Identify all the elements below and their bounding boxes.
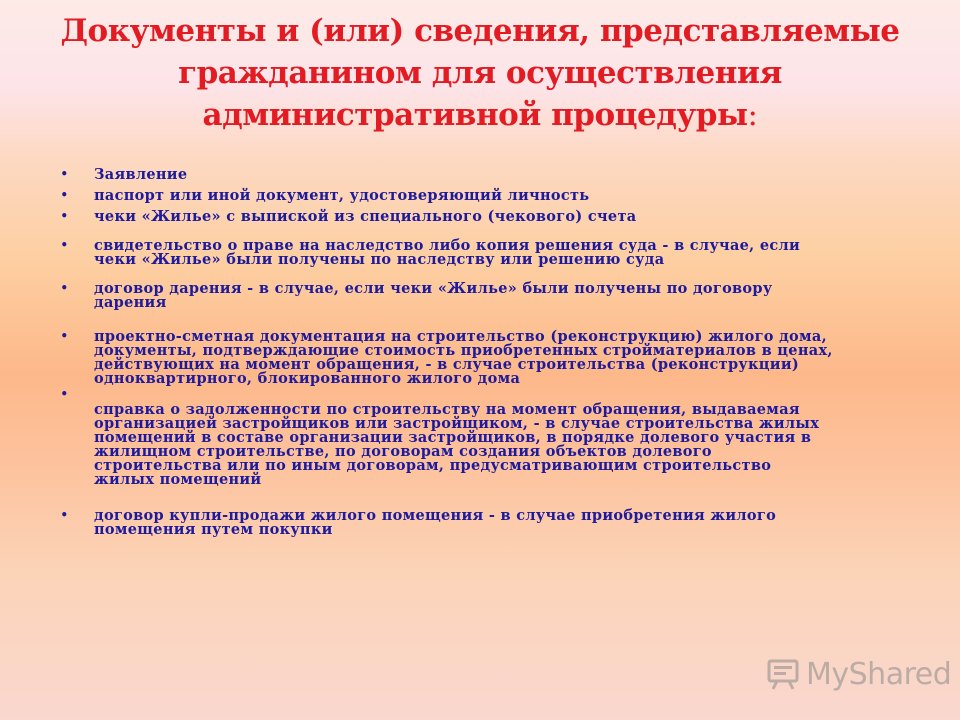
bullet-text-line: помещений в составе организации застройщиков, в порядке долевого участия в: [94, 429, 812, 446]
bullet-text-line: организацией застройщиков или застройщиком, - в случае строительства жилых: [94, 415, 820, 432]
bullet-text-line: документы, подтверждающие стоимость приобретенных стройматериалов в ценах,: [94, 342, 833, 359]
bullet-item-empty: [56, 388, 916, 402]
bullet-text-line: проектно-сметная документация на строительство (реконструкцию) жилого дома,: [94, 328, 827, 345]
myshared-logo[interactable]: [766, 656, 951, 692]
bullet-item: [56, 210, 916, 224]
bullet-item: [56, 330, 916, 386]
title-line-3-text: административной процедуры: [202, 97, 748, 133]
bullet-marker: •: [60, 167, 69, 183]
bullet-item: [56, 168, 916, 182]
bullet-item: [56, 403, 916, 487]
bullet-text-line: свидетельство о праве на наследство либо копия решения суда - в случае, если: [94, 237, 801, 254]
bullet-text-line: жилищном строительстве, по договорам создания объектов долевого: [94, 443, 712, 460]
presentation-board-icon: [766, 657, 800, 691]
bullet-text-line: действующих на момент обращения, - в случае строительства (реконструкции): [94, 356, 800, 373]
bullet-marker: •: [60, 387, 69, 403]
bullet-text-line: строительства или по иным договорам, предусматривающим строительство: [94, 457, 772, 474]
bullet-marker: •: [60, 281, 69, 297]
title-line-2: гражданином для осуществления: [178, 55, 782, 91]
bullet-list: [56, 168, 916, 537]
bullet-item: [56, 239, 916, 267]
slide-title: [40, 10, 920, 136]
bullet-text: чеки «Жилье» с выпиской из специального (чекового) счета: [94, 208, 637, 225]
bullet-text-line: договор купли-продажи жилого помещения - в случае приобретения жилого: [94, 507, 777, 524]
bullet-marker: •: [60, 238, 69, 254]
bullet-item: [56, 282, 916, 310]
bullet-text-line: справка о задолженности по строительству на момент обращения, выдаваемая: [94, 401, 800, 418]
title-line-3: [40, 94, 920, 136]
title-colon: :: [747, 97, 758, 133]
bullet-text: Заявление: [94, 166, 188, 183]
bullet-marker: •: [60, 188, 69, 204]
bullet-text-line: одноквартирного, блокированного жилого дома: [94, 370, 521, 387]
bullet-item: [56, 189, 916, 203]
title-line-1: Документы и (или) сведения, представляемые: [60, 13, 900, 49]
bullet-item: [56, 509, 916, 537]
bullet-marker: •: [60, 209, 69, 225]
bullet-text-line: жилых помещений: [94, 471, 262, 488]
bullet-text-line: договор дарения - в случае, если чеки «Жилье» были получены по договору: [94, 280, 773, 297]
bullet-text-line: дарения: [94, 294, 167, 311]
bullet-text-line: помещения путем покупки: [94, 521, 333, 538]
logo-text: MyShared: [806, 656, 952, 692]
bullet-marker: •: [60, 329, 69, 345]
bullet-marker: •: [60, 508, 69, 524]
bullet-text-line: чеки «Жилье» были получены по наследству или решению суда: [94, 251, 665, 268]
bullet-text: паспорт или иной документ, удостоверяющий личность: [94, 187, 590, 204]
